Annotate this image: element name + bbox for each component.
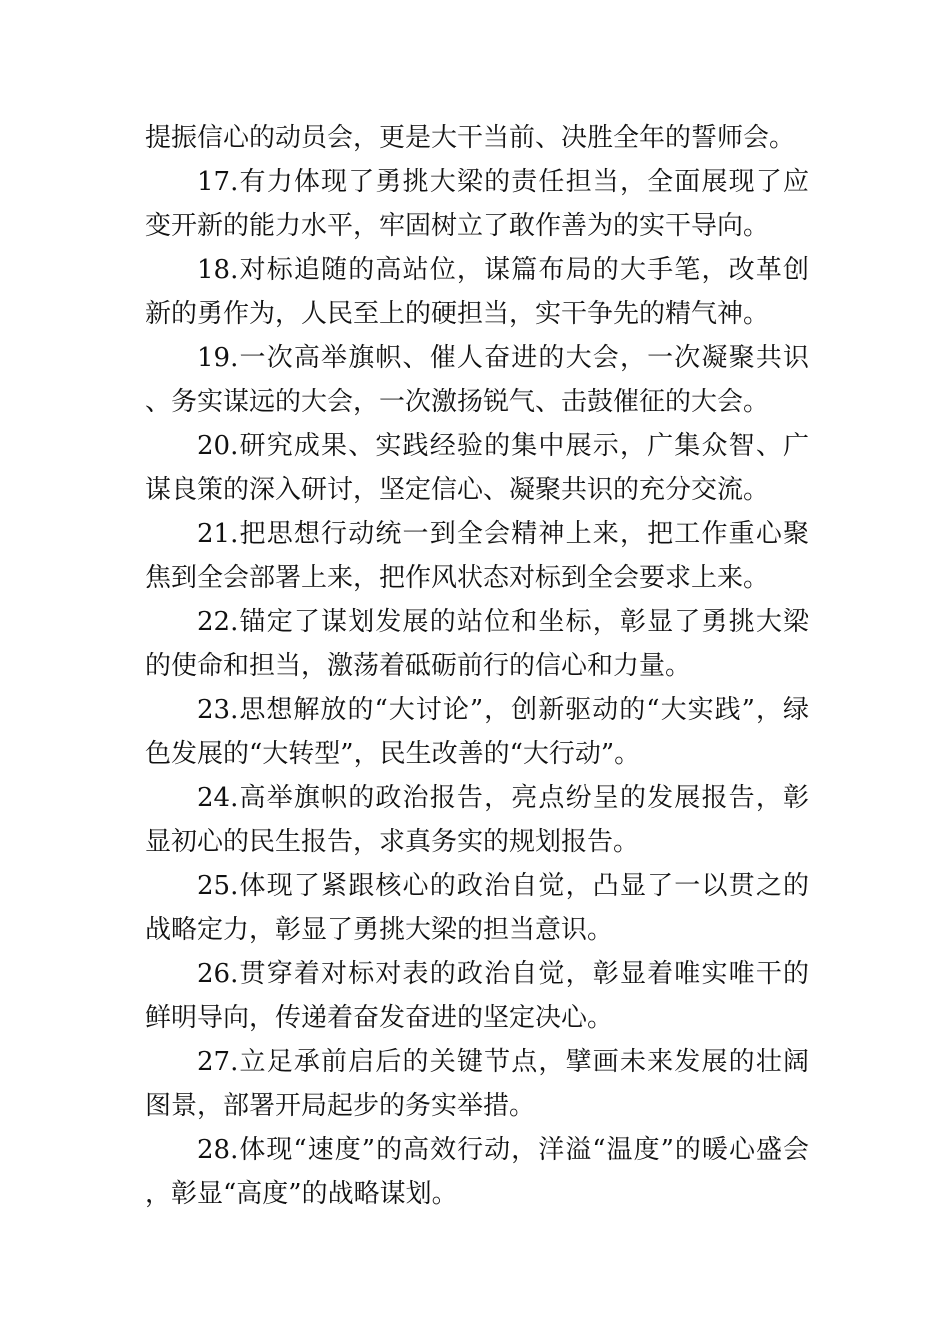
paragraph-item-21: 21.把思想行动统一到全会精神上来，把工作重心聚焦到全会部署上来，把作风状态对标到全会要求上来。 bbox=[145, 519, 809, 593]
paragraph-item-19: 19.一次高举旗帜、催人奋进的大会，一次凝聚共识、务实谋远的大会，一次激扬锐气、击鼓催征的大会。 bbox=[145, 343, 809, 417]
paragraph-item-18: 18.对标追随的高站位，谋篇布局的大手笔，改革创新的勇作为，人民至上的硬担当，实干争先的精气神。 bbox=[145, 255, 809, 329]
document-body bbox=[145, 116, 809, 1216]
paragraph-item-23: 23.思想解放的“大讨论”，创新驱动的“大实践”，绿色发展的“大转型”，民生改善的“大行动”。 bbox=[145, 695, 809, 769]
paragraph-item-25: 25.体现了紧跟核心的政治自觉，凸显了一以贯之的战略定力，彰显了勇挑大梁的担当意识。 bbox=[145, 871, 809, 945]
paragraph-continuation: 提振信心的动员会，更是大干当前、决胜全年的誓师会。 bbox=[145, 123, 796, 153]
paragraph-item-17: 17.有力体现了勇挑大梁的责任担当，全面展现了应变开新的能力水平，牢固树立了敢作善为的实干导向。 bbox=[145, 167, 809, 241]
paragraph-item-27: 27.立足承前启后的关键节点，擘画未来发展的壮阔图景，部署开局起步的务实举措。 bbox=[145, 1047, 809, 1121]
paragraph-item-22: 22.锚定了谋划发展的站位和坐标，彰显了勇挑大梁的使命和担当，激荡着砥砺前行的信心和力量。 bbox=[145, 607, 809, 681]
paragraph-item-28: 28.体现“速度”的高效行动，洋溢“温度”的暖心盛会，彰显“高度”的战略谋划。 bbox=[145, 1135, 809, 1209]
paragraph-item-26: 26.贯穿着对标对表的政治自觉，彰显着唯实唯干的鲜明导向，传递着奋发奋进的坚定决心。 bbox=[145, 959, 809, 1033]
paragraph-item-24: 24.高举旗帜的政治报告，亮点纷呈的发展报告，彰显初心的民生报告，求真务实的规划报告。 bbox=[145, 783, 809, 857]
paragraph-item-20: 20.研究成果、实践经验的集中展示，广集众智、广谋良策的深入研讨，坚定信心、凝聚共识的充分交流。 bbox=[145, 431, 809, 505]
